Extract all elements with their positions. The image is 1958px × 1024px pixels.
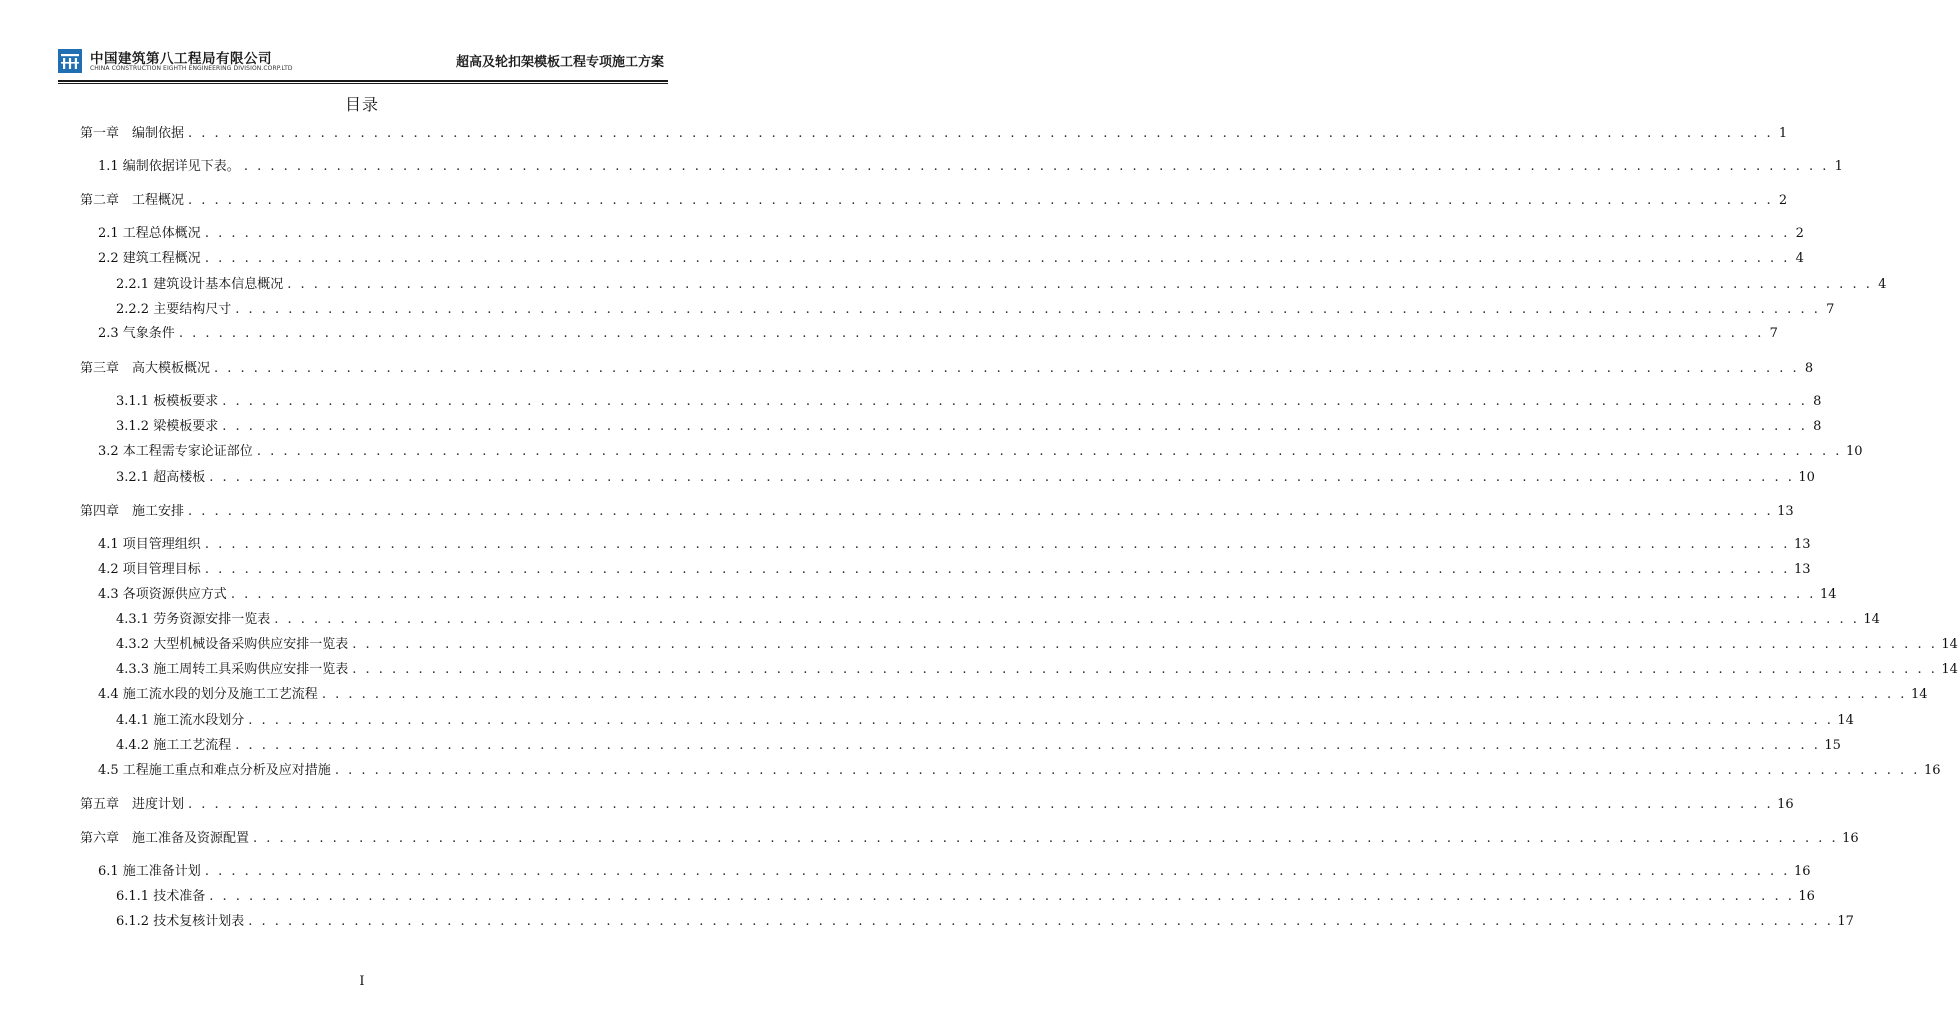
- toc-entry[interactable]: [80, 275, 1887, 295]
- toc-entry-label: 2.2.1 建筑设计基本信息概况: [116, 277, 284, 292]
- toc-entry[interactable]: [80, 660, 1958, 680]
- toc-entry-page: 14: [1941, 637, 1958, 652]
- toc-dot-leader: . . . . . . . . . . . . . . . . . . . . . . . . . . . . . . . . . . . . . . . . . . . . . . . . . . . . . . . . . . . . . . . . . . . . . . . . . . . . . . . . . . . . . . . . . . . . . . . . . . . . . . . . . . . . . . . . . . . . . . . .: [248, 914, 1834, 929]
- toc-entry-page: 14: [1819, 587, 1837, 602]
- toc-entry-page: 16: [1798, 889, 1815, 904]
- toc-dot-leader: . . . . . . . . . . . . . . . . . . . . . . . . . . . . . . . . . . . . . . . . . . . . . . . . . . . . . . . . . . . . . . . . . . . . . . . . . . . . . . . . . . . . . . . . . . . . . . . . . . . . . . . . . . . . . . . . . . . . . . . .: [256, 444, 1842, 459]
- toc-entry[interactable]: [80, 711, 1854, 731]
- toc-entry-label: 3.1.1 板模板要求: [116, 394, 219, 409]
- toc-entry-label: 第六章 施工准备及资源配置: [80, 831, 250, 846]
- toc-entry-page: 13: [1793, 537, 1811, 552]
- toc-entry[interactable]: [80, 359, 1814, 379]
- company-name-en: CHINA CONSTRUCTION EIGHTH ENGINEERING DIVISION.CORP.LTD: [90, 65, 293, 72]
- toc-dot-leader: . . . . . . . . . . . . . . . . . . . . . . . . . . . . . . . . . . . . . . . . . . . . . . . . . . . . . . . . . . . . . . . . . . . . . . . . . . . . . . . . . . . . . . . . . . . . . . . . . . . . . . . . . . . . . . . . . . . . . . . .: [188, 504, 1774, 519]
- toc-entry[interactable]: [80, 392, 1822, 412]
- toc-entry-page: 14: [1910, 687, 1928, 702]
- toc-dot-leader: . . . . . . . . . . . . . . . . . . . . . . . . . . . . . . . . . . . . . . . . . . . . . . . . . . . . . . . . . . . . . . . . . . . . . . . . . . . . . . . . . . . . . . . . . . . . . . . . . . . . . . . . . . . . . . . . . . . . . . . .: [204, 537, 1790, 552]
- page-number: I: [359, 974, 365, 989]
- toc-entry[interactable]: [80, 829, 1859, 849]
- toc-entry[interactable]: [80, 736, 1841, 756]
- toc-entry-page: 7: [1769, 326, 1778, 341]
- toc-dot-leader: . . . . . . . . . . . . . . . . . . . . . . . . . . . . . . . . . . . . . . . . . . . . . . . . . . . . . . . . . . . . . . . . . . . . . . . . . . . . . . . . . . . . . . . . . . . . . . . . . . . . . . . . . . . . . . . . . . . . . . . .: [248, 713, 1834, 728]
- toc-entry[interactable]: [80, 912, 1854, 932]
- toc-entry-page: 16: [1842, 831, 1859, 846]
- toc-entry-page: 2: [1778, 193, 1788, 208]
- toc-dot-leader: . . . . . . . . . . . . . . . . . . . . . . . . . . . . . . . . . . . . . . . . . . . . . . . . . . . . . . . . . . . . . . . . . . . . . . . . . . . . . . . . . . . . . . . . . . . . . . . . . . . . . . . . . . . . . . . . . . . . . . . .: [178, 326, 1764, 341]
- toc-entry[interactable]: [80, 124, 1788, 144]
- toc-entry[interactable]: [80, 502, 1794, 522]
- toc-entry-label: 4.4 施工流水段的划分及施工工艺流程: [98, 687, 318, 702]
- toc-entry-label: 4.5 工程施工重点和难点分析及应对措施: [98, 763, 331, 778]
- toc-entry[interactable]: [80, 862, 1811, 882]
- toc-dot-leader: . . . . . . . . . . . . . . . . . . . . . . . . . . . . . . . . . . . . . . . . . . . . . . . . . . . . . . . . . . . . . . . . . . . . . . . . . . . . . . . . . . . . . . . . . . . . . . . . . . . . . . . . . . . . . . . . . . . . . . . .: [204, 226, 1790, 241]
- toc-dot-leader: . . . . . . . . . . . . . . . . . . . . . . . . . . . . . . . . . . . . . . . . . . . . . . . . . . . . . . . . . . . . . . . . . . . . . . . . . . . . . . . . . . . . . . . . . . . . . . . . . . . . . . . . . . . . . . . . . . . . . . . .: [352, 662, 1938, 677]
- toc-entry-page: 2: [1795, 226, 1804, 241]
- toc-entry-page: 13: [1777, 504, 1794, 519]
- toc-dot-leader: . . . . . . . . . . . . . . . . . . . . . . . . . . . . . . . . . . . . . . . . . . . . . . . . . . . . . . . . . . . . . . . . . . . . . . . . . . . . . . . . . . . . . . . . . . . . . . . . . . . . . . . . . . . . . . . . . . . . . . . .: [209, 470, 1795, 485]
- toc-dot-leader: . . . . . . . . . . . . . . . . . . . . . . . . . . . . . . . . . . . . . . . . . . . . . . . . . . . . . . . . . . . . . . . . . . . . . . . . . . . . . . . . . . . . . . . . . . . . . . . . . . . . . . . . . . . . . . . . . . . . . . . .: [235, 302, 1821, 317]
- toc-entry[interactable]: [80, 585, 1837, 605]
- toc-entry-label: 4.4.2 施工工艺流程: [116, 738, 232, 753]
- toc-entry-page: 14: [1837, 713, 1854, 728]
- toc-dot-leader: . . . . . . . . . . . . . . . . . . . . . . . . . . . . . . . . . . . . . . . . . . . . . . . . . . . . . . . . . . . . . . . . . . . . . . . . . . . . . . . . . . . . . . . . . . . . . . . . . . . . . . . . . . . . . . . . . . . . . . . .: [235, 738, 1821, 753]
- toc-entry-page: 15: [1824, 738, 1841, 753]
- toc-entry[interactable]: [80, 887, 1815, 907]
- toc-entry-label: 3.2 本工程需专家论证部位: [98, 444, 253, 459]
- toc-title: 目录: [344, 95, 379, 114]
- toc-entry-page: 13: [1793, 562, 1811, 577]
- toc-entry-label: 6.1.1 技术准备: [116, 889, 206, 904]
- toc-entry-page: 16: [1923, 763, 1941, 778]
- toc-entry-page: 10: [1845, 444, 1863, 459]
- toc-dot-leader: . . . . . . . . . . . . . . . . . . . . . . . . . . . . . . . . . . . . . . . . . . . . . . . . . . . . . . . . . . . . . . . . . . . . . . . . . . . . . . . . . . . . . . . . . . . . . . . . . . . . . . . . . . . . . . . . . . . . . . . .: [287, 277, 1873, 292]
- toc-entry-label: 3.1.2 梁模板要求: [116, 419, 219, 434]
- toc-entry-label: 2.3 气象条件: [98, 326, 175, 341]
- toc-entry-page: 7: [1826, 302, 1835, 317]
- header-divider: [58, 80, 668, 82]
- toc-entry[interactable]: [80, 442, 1863, 462]
- toc-entry[interactable]: [80, 191, 1788, 211]
- toc-dot-leader: . . . . . . . . . . . . . . . . . . . . . . . . . . . . . . . . . . . . . . . . . . . . . . . . . . . . . . . . . . . . . . . . . . . . . . . . . . . . . . . . . . . . . . . . . . . . . . . . . . . . . . . . . . . . . . . . . . . . . . . .: [352, 637, 1938, 652]
- toc-entry[interactable]: [80, 300, 1835, 320]
- toc-entry[interactable]: [80, 417, 1822, 437]
- toc-dot-leader: . . . . . . . . . . . . . . . . . . . . . . . . . . . . . . . . . . . . . . . . . . . . . . . . . . . . . . . . . . . . . . . . . . . . . . . . . . . . . . . . . . . . . . . . . . . . . . . . . . . . . . . . . . . . . . . . . . . . . . . .: [209, 889, 1795, 904]
- toc-entry-page: 4: [1795, 251, 1804, 266]
- toc-dot-leader: . . . . . . . . . . . . . . . . . . . . . . . . . . . . . . . . . . . . . . . . . . . . . . . . . . . . . . . . . . . . . . . . . . . . . . . . . . . . . . . . . . . . . . . . . . . . . . . . . . . . . . . . . . . . . . . . . . . . . . . .: [253, 831, 1839, 846]
- toc-entry[interactable]: [80, 610, 1880, 630]
- toc-dot-leader: . . . . . . . . . . . . . . . . . . . . . . . . . . . . . . . . . . . . . . . . . . . . . . . . . . . . . . . . . . . . . . . . . . . . . . . . . . . . . . . . . . . . . . . . . . . . . . . . . . . . . . . . . . . . . . . . . . . . . . . .: [204, 562, 1790, 577]
- toc-entry-page: 4: [1878, 277, 1887, 292]
- toc-entry-label: 4.2 项目管理目标: [98, 562, 201, 577]
- toc-entry-page: 8: [1813, 419, 1822, 434]
- toc-entry-label: 2.2 建筑工程概况: [98, 251, 201, 266]
- toc-entry-label: 4.3.1 劳务资源安排一览表: [116, 612, 271, 627]
- toc-dot-leader: . . . . . . . . . . . . . . . . . . . . . . . . . . . . . . . . . . . . . . . . . . . . . . . . . . . . . . . . . . . . . . . . . . . . . . . . . . . . . . . . . . . . . . . . . . . . . . . . . . . . . . . . . . . . . . . . . . . . . . . .: [204, 251, 1790, 266]
- toc-entry-label: 6.1.2 技术复核计划表: [116, 914, 245, 929]
- toc-entry[interactable]: [80, 224, 1804, 244]
- toc-dot-leader: . . . . . . . . . . . . . . . . . . . . . . . . . . . . . . . . . . . . . . . . . . . . . . . . . . . . . . . . . . . . . . . . . . . . . . . . . . . . . . . . . . . . . . . . . . . . . . . . . . . . . . . . . . . . . . . . . . . . . . . .: [274, 612, 1860, 627]
- toc-dot-leader: . . . . . . . . . . . . . . . . . . . . . . . . . . . . . . . . . . . . . . . . . . . . . . . . . . . . . . . . . . . . . . . . . . . . . . . . . . . . . . . . . . . . . . . . . . . . . . . . . . . . . . . . . . . . . . . . . . . . . . . .: [188, 797, 1774, 812]
- toc-dot-leader: . . . . . . . . . . . . . . . . . . . . . . . . . . . . . . . . . . . . . . . . . . . . . . . . . . . . . . . . . . . . . . . . . . . . . . . . . . . . . . . . . . . . . . . . . . . . . . . . . . . . . . . . . . . . . . . . . . . . . . . .: [222, 394, 1808, 409]
- toc-entry-label: 2.1 工程总体概况: [98, 226, 201, 241]
- toc-entry[interactable]: [80, 795, 1794, 815]
- toc-entry-label: 第三章 高大模板概况: [80, 361, 211, 376]
- toc-entry-page: 8: [1813, 394, 1822, 409]
- toc-entry[interactable]: [80, 535, 1811, 555]
- toc-dot-leader: . . . . . . . . . . . . . . . . . . . . . . . . . . . . . . . . . . . . . . . . . . . . . . . . . . . . . . . . . . . . . . . . . . . . . . . . . . . . . . . . . . . . . . . . . . . . . . . . . . . . . . . . . . . . . . . . . . . . . . . .: [214, 361, 1800, 376]
- toc-entry-label: 4.3.2 大型机械设备采购供应安排一览表: [116, 637, 349, 652]
- toc-entry-label: 第一章 编制依据: [80, 126, 185, 141]
- toc-dot-leader: . . . . . . . . . . . . . . . . . . . . . . . . . . . . . . . . . . . . . . . . . . . . . . . . . . . . . . . . . . . . . . . . . . . . . . . . . . . . . . . . . . . . . . . . . . . . . . . . . . . . . . . . . . . . . . . . . . . . . . . .: [188, 126, 1774, 141]
- toc-dot-leader: . . . . . . . . . . . . . . . . . . . . . . . . . . . . . . . . . . . . . . . . . . . . . . . . . . . . . . . . . . . . . . . . . . . . . . . . . . . . . . . . . . . . . . . . . . . . . . . . . . . . . . . . . . . . . . . . . . . . . . . .: [188, 193, 1774, 208]
- toc-entry-label: 4.4.1 施工流水段划分: [116, 713, 245, 728]
- toc-entry-label: 4.3 各项资源供应方式: [98, 587, 227, 602]
- toc-entry-page: 16: [1793, 864, 1811, 879]
- toc-entry-page: 16: [1777, 797, 1794, 812]
- toc-entry-page: 14: [1941, 662, 1958, 677]
- toc-entry[interactable]: [80, 761, 1941, 781]
- toc-entry-label: 第四章 施工安排: [80, 504, 185, 519]
- header-divider-thin: [58, 83, 668, 84]
- toc-entry-page: 1: [1778, 126, 1788, 141]
- toc-entry-label: 第二章 工程概况: [80, 193, 185, 208]
- toc-entry-label: 4.1 项目管理组织: [98, 537, 201, 552]
- toc-entry[interactable]: [80, 560, 1811, 580]
- toc-entry-page: 10: [1798, 470, 1815, 485]
- company-name-cn: 中国建筑第八工程局有限公司: [90, 51, 272, 67]
- toc-entry-label: 2.2.2 主要结构尺寸: [116, 302, 232, 317]
- toc-entry-label: 6.1 施工准备计划: [98, 864, 201, 879]
- toc-entry-page: 8: [1804, 361, 1814, 376]
- toc-entry-label: 4.3.3 施工周转工具采购供应安排一览表: [116, 662, 349, 677]
- toc-dot-leader: . . . . . . . . . . . . . . . . . . . . . . . . . . . . . . . . . . . . . . . . . . . . . . . . . . . . . . . . . . . . . . . . . . . . . . . . . . . . . . . . . . . . . . . . . . . . . . . . . . . . . . . . . . . . . . . . . . . . . . . .: [243, 159, 1829, 174]
- toc-entry[interactable]: [80, 249, 1804, 269]
- toc-entry[interactable]: [80, 635, 1958, 655]
- toc-entry-label: 第五章 进度计划: [80, 797, 185, 812]
- toc-entry[interactable]: [80, 157, 1843, 177]
- toc-dot-leader: . . . . . . . . . . . . . . . . . . . . . . . . . . . . . . . . . . . . . . . . . . . . . . . . . . . . . . . . . . . . . . . . . . . . . . . . . . . . . . . . . . . . . . . . . . . . . . . . . . . . . . . . . . . . . . . . . . . . . . . .: [334, 763, 1920, 778]
- page-header: [58, 45, 668, 79]
- toc-entry-label: 1.1 编制依据详见下表。: [98, 159, 240, 174]
- toc-entry-label: 3.2.1 超高楼板: [116, 470, 206, 485]
- cscec-logo-icon: [58, 49, 82, 73]
- document-title: 超高及轮扣架模板工程专项施工方案: [455, 55, 664, 70]
- toc-entry-page: 17: [1837, 914, 1854, 929]
- toc-entry[interactable]: [80, 685, 1928, 705]
- toc-dot-leader: . . . . . . . . . . . . . . . . . . . . . . . . . . . . . . . . . . . . . . . . . . . . . . . . . . . . . . . . . . . . . . . . . . . . . . . . . . . . . . . . . . . . . . . . . . . . . . . . . . . . . . . . . . . . . . . . . . . . . . . .: [204, 864, 1790, 879]
- toc-entry[interactable]: [80, 324, 1778, 344]
- toc-entry[interactable]: [80, 468, 1815, 488]
- toc-entry-page: 14: [1863, 612, 1880, 627]
- toc-entry-page: 1: [1834, 159, 1843, 174]
- toc-dot-leader: . . . . . . . . . . . . . . . . . . . . . . . . . . . . . . . . . . . . . . . . . . . . . . . . . . . . . . . . . . . . . . . . . . . . . . . . . . . . . . . . . . . . . . . . . . . . . . . . . . . . . . . . . . . . . . . . . . . . . . . .: [321, 687, 1907, 702]
- toc-dot-leader: . . . . . . . . . . . . . . . . . . . . . . . . . . . . . . . . . . . . . . . . . . . . . . . . . . . . . . . . . . . . . . . . . . . . . . . . . . . . . . . . . . . . . . . . . . . . . . . . . . . . . . . . . . . . . . . . . . . . . . . .: [222, 419, 1808, 434]
- toc-dot-leader: . . . . . . . . . . . . . . . . . . . . . . . . . . . . . . . . . . . . . . . . . . . . . . . . . . . . . . . . . . . . . . . . . . . . . . . . . . . . . . . . . . . . . . . . . . . . . . . . . . . . . . . . . . . . . . . . . . . . . . . .: [230, 587, 1816, 602]
